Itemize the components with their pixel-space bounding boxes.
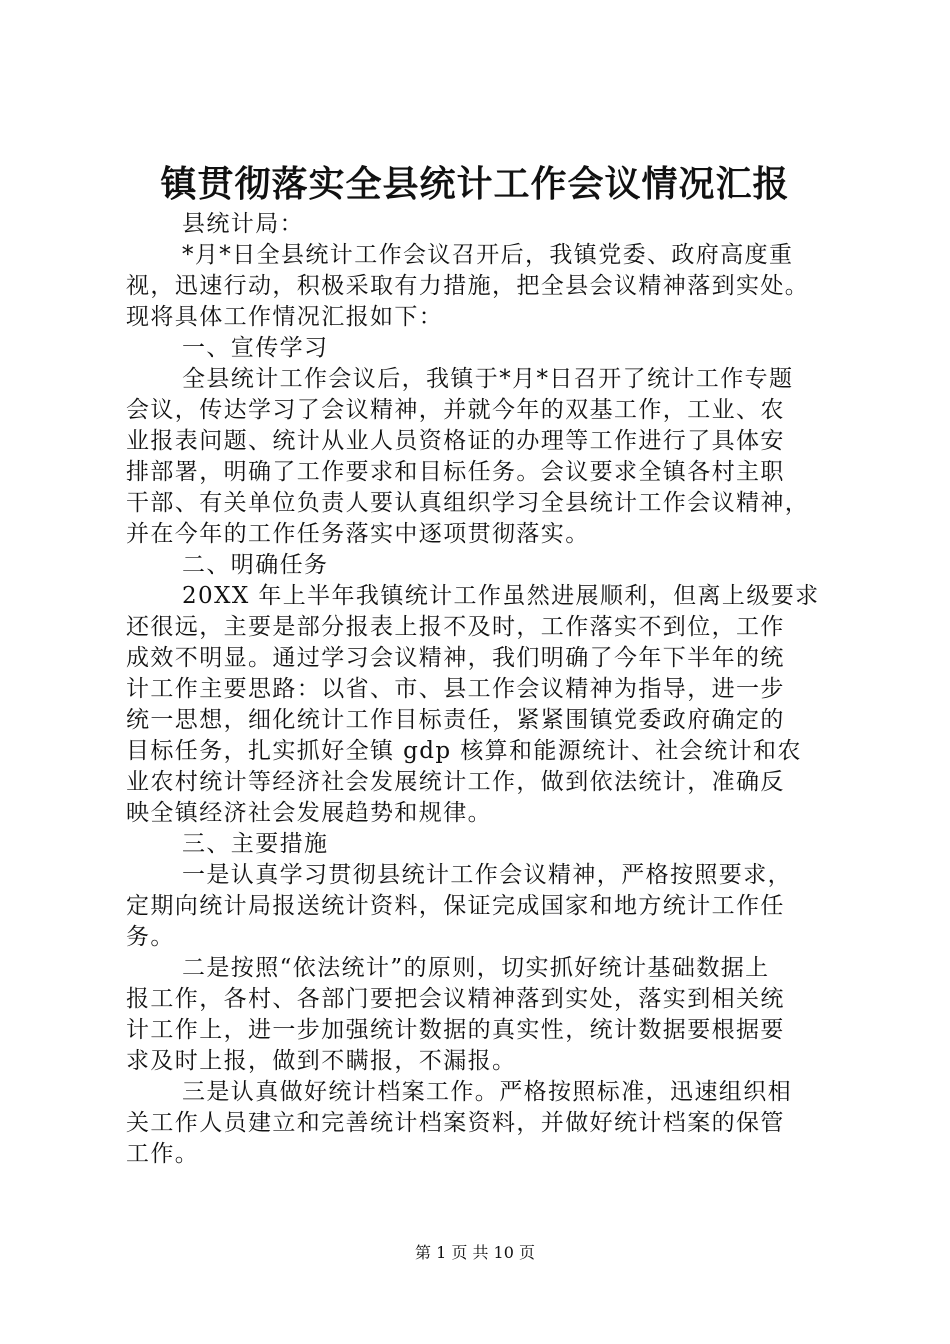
text-line: 三、主要措施 xyxy=(182,831,329,857)
text-line: 排部署，明确了工作要求和目标任务。会议要求全镇各村主职 xyxy=(126,459,785,485)
text-line: *月*日全县统计工作会议召开后，我镇党委、政府高度重 xyxy=(182,242,794,268)
text-line: 二是按照“依法统计”的原则，切实抓好统计基础数据上 xyxy=(182,955,770,981)
document-body xyxy=(126,209,856,1170)
text-line: 一、宣传学习 xyxy=(182,335,329,361)
text-line: 干部、有关单位负责人要认真组织学习全县统计工作会议精神， xyxy=(126,490,810,516)
text-line: 目标任务，扎实抓好全镇 gdp 核算和能源统计、社会统计和农 xyxy=(126,738,802,764)
text-line: 求及时上报，做到不瞒报，不漏报。 xyxy=(126,1048,517,1074)
text-line: 计工作主要思路：以省、市、县工作会议精神为指导，进一步 xyxy=(126,676,785,702)
page-number-footer: 第 1 页 共 10 页 xyxy=(415,1243,535,1262)
text-line: 三是认真做好统计档案工作。严格按照标准，迅速组织相 xyxy=(182,1079,792,1105)
text-line: 20XX 年上半年我镇统计工作虽然进展顺利，但离上级要求 xyxy=(182,583,820,609)
text-line: 视，迅速行动，积极采取有力措施，把全县会议精神落到实处。 xyxy=(126,273,810,299)
text-line: 计工作上，进一步加强统计数据的真实性，统计数据要根据要 xyxy=(126,1017,785,1043)
document-title: 镇贯彻落实全县统计工作会议情况汇报 xyxy=(160,163,790,205)
text-line: 现将具体工作情况汇报如下： xyxy=(126,304,444,330)
text-line: 工作。 xyxy=(126,1141,200,1167)
text-line: 报工作，各村、各部门要把会议精神落到实处，落实到相关统 xyxy=(126,986,785,1012)
text-line: 一是认真学习贯彻县统计工作会议精神，严格按照要求， xyxy=(182,862,792,888)
text-line: 统一思想，细化统计工作目标责任，紧紧围镇党委政府确定的 xyxy=(126,707,785,733)
text-line: 二、明确任务 xyxy=(182,552,329,578)
text-line: 务。 xyxy=(126,924,175,950)
text-line: 业农村统计等经济社会发展统计工作，做到依法统计，准确反 xyxy=(126,769,785,795)
text-line: 关工作人员建立和完善统计档案资料，并做好统计档案的保管 xyxy=(126,1110,785,1136)
text-line: 成效不明显。通过学习会议精神，我们明确了今年下半年的统 xyxy=(126,645,785,671)
text-line: 会议，传达学习了会议精神，并就今年的双基工作，工业、农 xyxy=(126,397,785,423)
text-line: 映全镇经济社会发展趋势和规律。 xyxy=(126,800,492,826)
text-line: 县统计局： xyxy=(182,211,304,237)
text-line: 定期向统计局报送统计资料，保证完成国家和地方统计工作任 xyxy=(126,893,785,919)
text-line: 还很远，主要是部分报表上报不及时，工作落实不到位，工作 xyxy=(126,614,785,640)
text-line: 业报表问题、统计从业人员资格证的办理等工作进行了具体安 xyxy=(126,428,785,454)
text-line: 全县统计工作会议后，我镇于*月*日召开了统计工作专题 xyxy=(182,366,794,392)
text-line: 并在今年的工作任务落实中逐项贯彻落实。 xyxy=(126,521,590,547)
